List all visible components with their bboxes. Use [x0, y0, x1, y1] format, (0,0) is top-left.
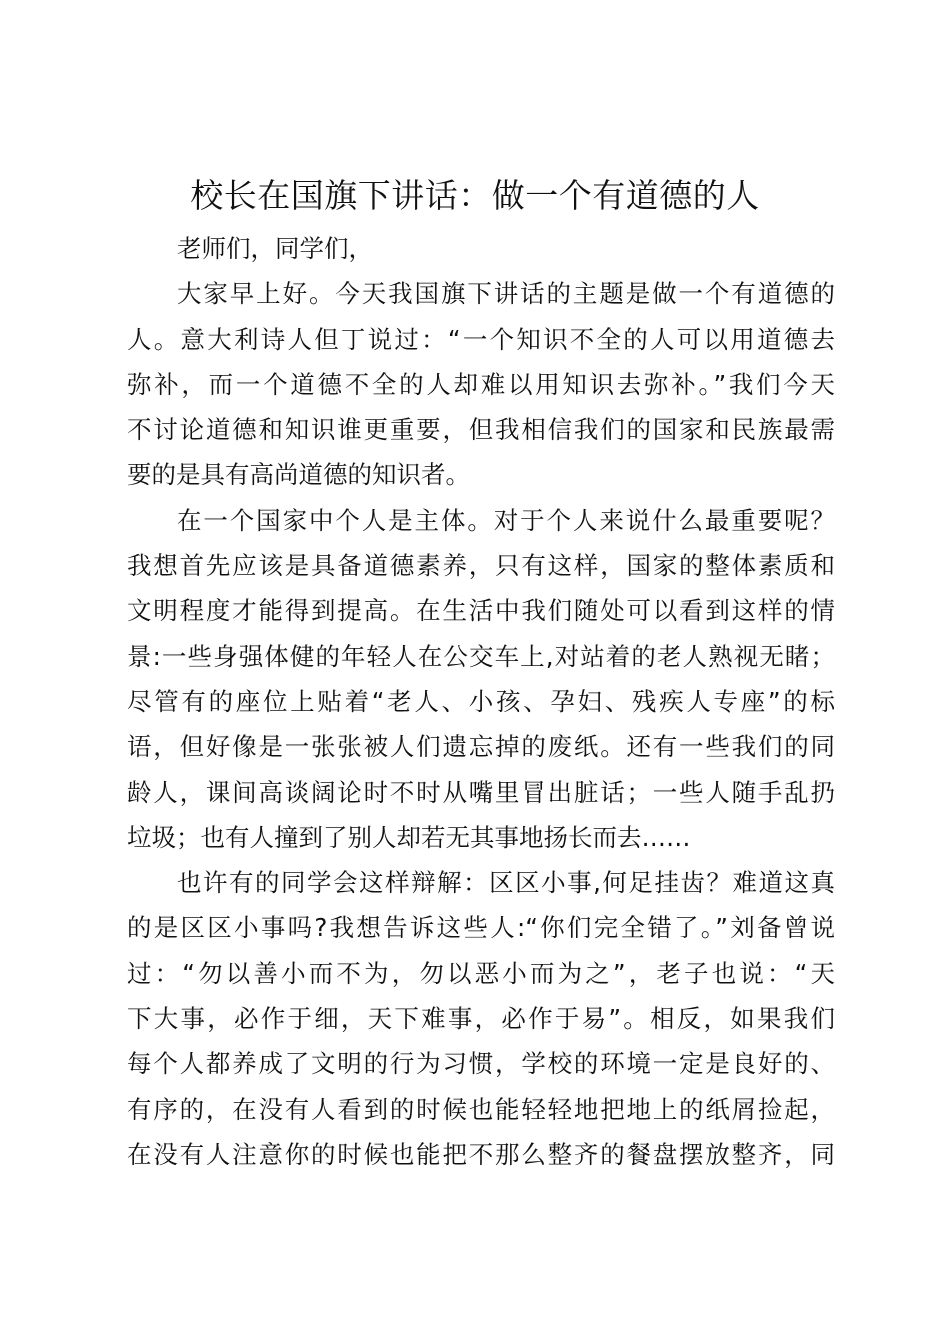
paragraph-2-line: 我想首先应该是具备道德素养，只有这样，国家的整体素质和: [127, 551, 835, 581]
paragraph-1-line: 人。意大利诗人但丁说过：“一个知识不全的人可以用道德去: [127, 324, 835, 354]
paragraph-3-line: 有序的，在没有人看到的时候也能轻轻地把地上的纸屑捡起，: [127, 1094, 835, 1124]
greeting-line: 老师们，同学们，: [177, 234, 373, 263]
paragraph-3-line: 每个人都养成了文明的行为习惯，学校的环境一定是良好的、: [127, 1049, 835, 1079]
paragraph-1-line: 大家早上好。今天我国旗下讲话的主题是做一个有道德的: [177, 279, 835, 309]
paragraph-3-line: 也许有的同学会这样辩解：区区小事,何足挂齿？难道这真: [177, 868, 835, 898]
paragraph-2-line: 龄人，课间高谈阔论时不时从嘴里冒出脏话；一些人随手乱扔: [127, 777, 835, 807]
paragraph-2-line: 尽管有的座位上贴着“老人、小孩、孕妇、残疾人专座”的标: [127, 686, 835, 716]
paragraph-3-line: 下大事，必作于细，天下难事，必作于易”。相反，如果我们: [127, 1004, 835, 1034]
paragraph-3-line: 过：“勿以善小而不为，勿以恶小而为之”，老子也说：“天: [127, 958, 835, 988]
paragraph-2-line: 文明程度才能得到提高。在生活中我们随处可以看到这样的情: [127, 596, 835, 626]
paragraph-1-line: 弥补，而一个道德不全的人却难以用知识去弥补。”我们今天: [127, 369, 835, 399]
paragraph-1-line: 要的是具有高尚道德的知识者。: [127, 460, 470, 490]
document-body: [127, 226, 835, 1177]
paragraph-2-line: 垃圾；也有人撞到了别人却若无其事地扬长而去……: [127, 822, 691, 852]
paragraph-2-line: 景:一些身强体健的年轻人在公交车上,对站着的老人熟视无睹；: [127, 641, 835, 671]
paragraph-2-line: 语，但好像是一张张被人们遗忘掉的废纸。还有一些我们的同: [127, 732, 835, 762]
paragraph-1-line: 不讨论道德和知识谁更重要，但我相信我们的国家和民族最需: [127, 415, 835, 445]
paragraph-3-line: 的是区区小事吗?我想告诉这些人:“你们完全错了。”刘备曾说: [127, 913, 835, 943]
document-title: 校长在国旗下讲话：做一个有道德的人: [190, 176, 760, 215]
paragraph-2-line: 在一个国家中个人是主体。对于个人来说什么最重要呢？: [177, 505, 835, 535]
paragraph-3-line: 在没有人注意你的时候也能把不那么整齐的餐盘摆放整齐，同: [127, 1139, 835, 1169]
